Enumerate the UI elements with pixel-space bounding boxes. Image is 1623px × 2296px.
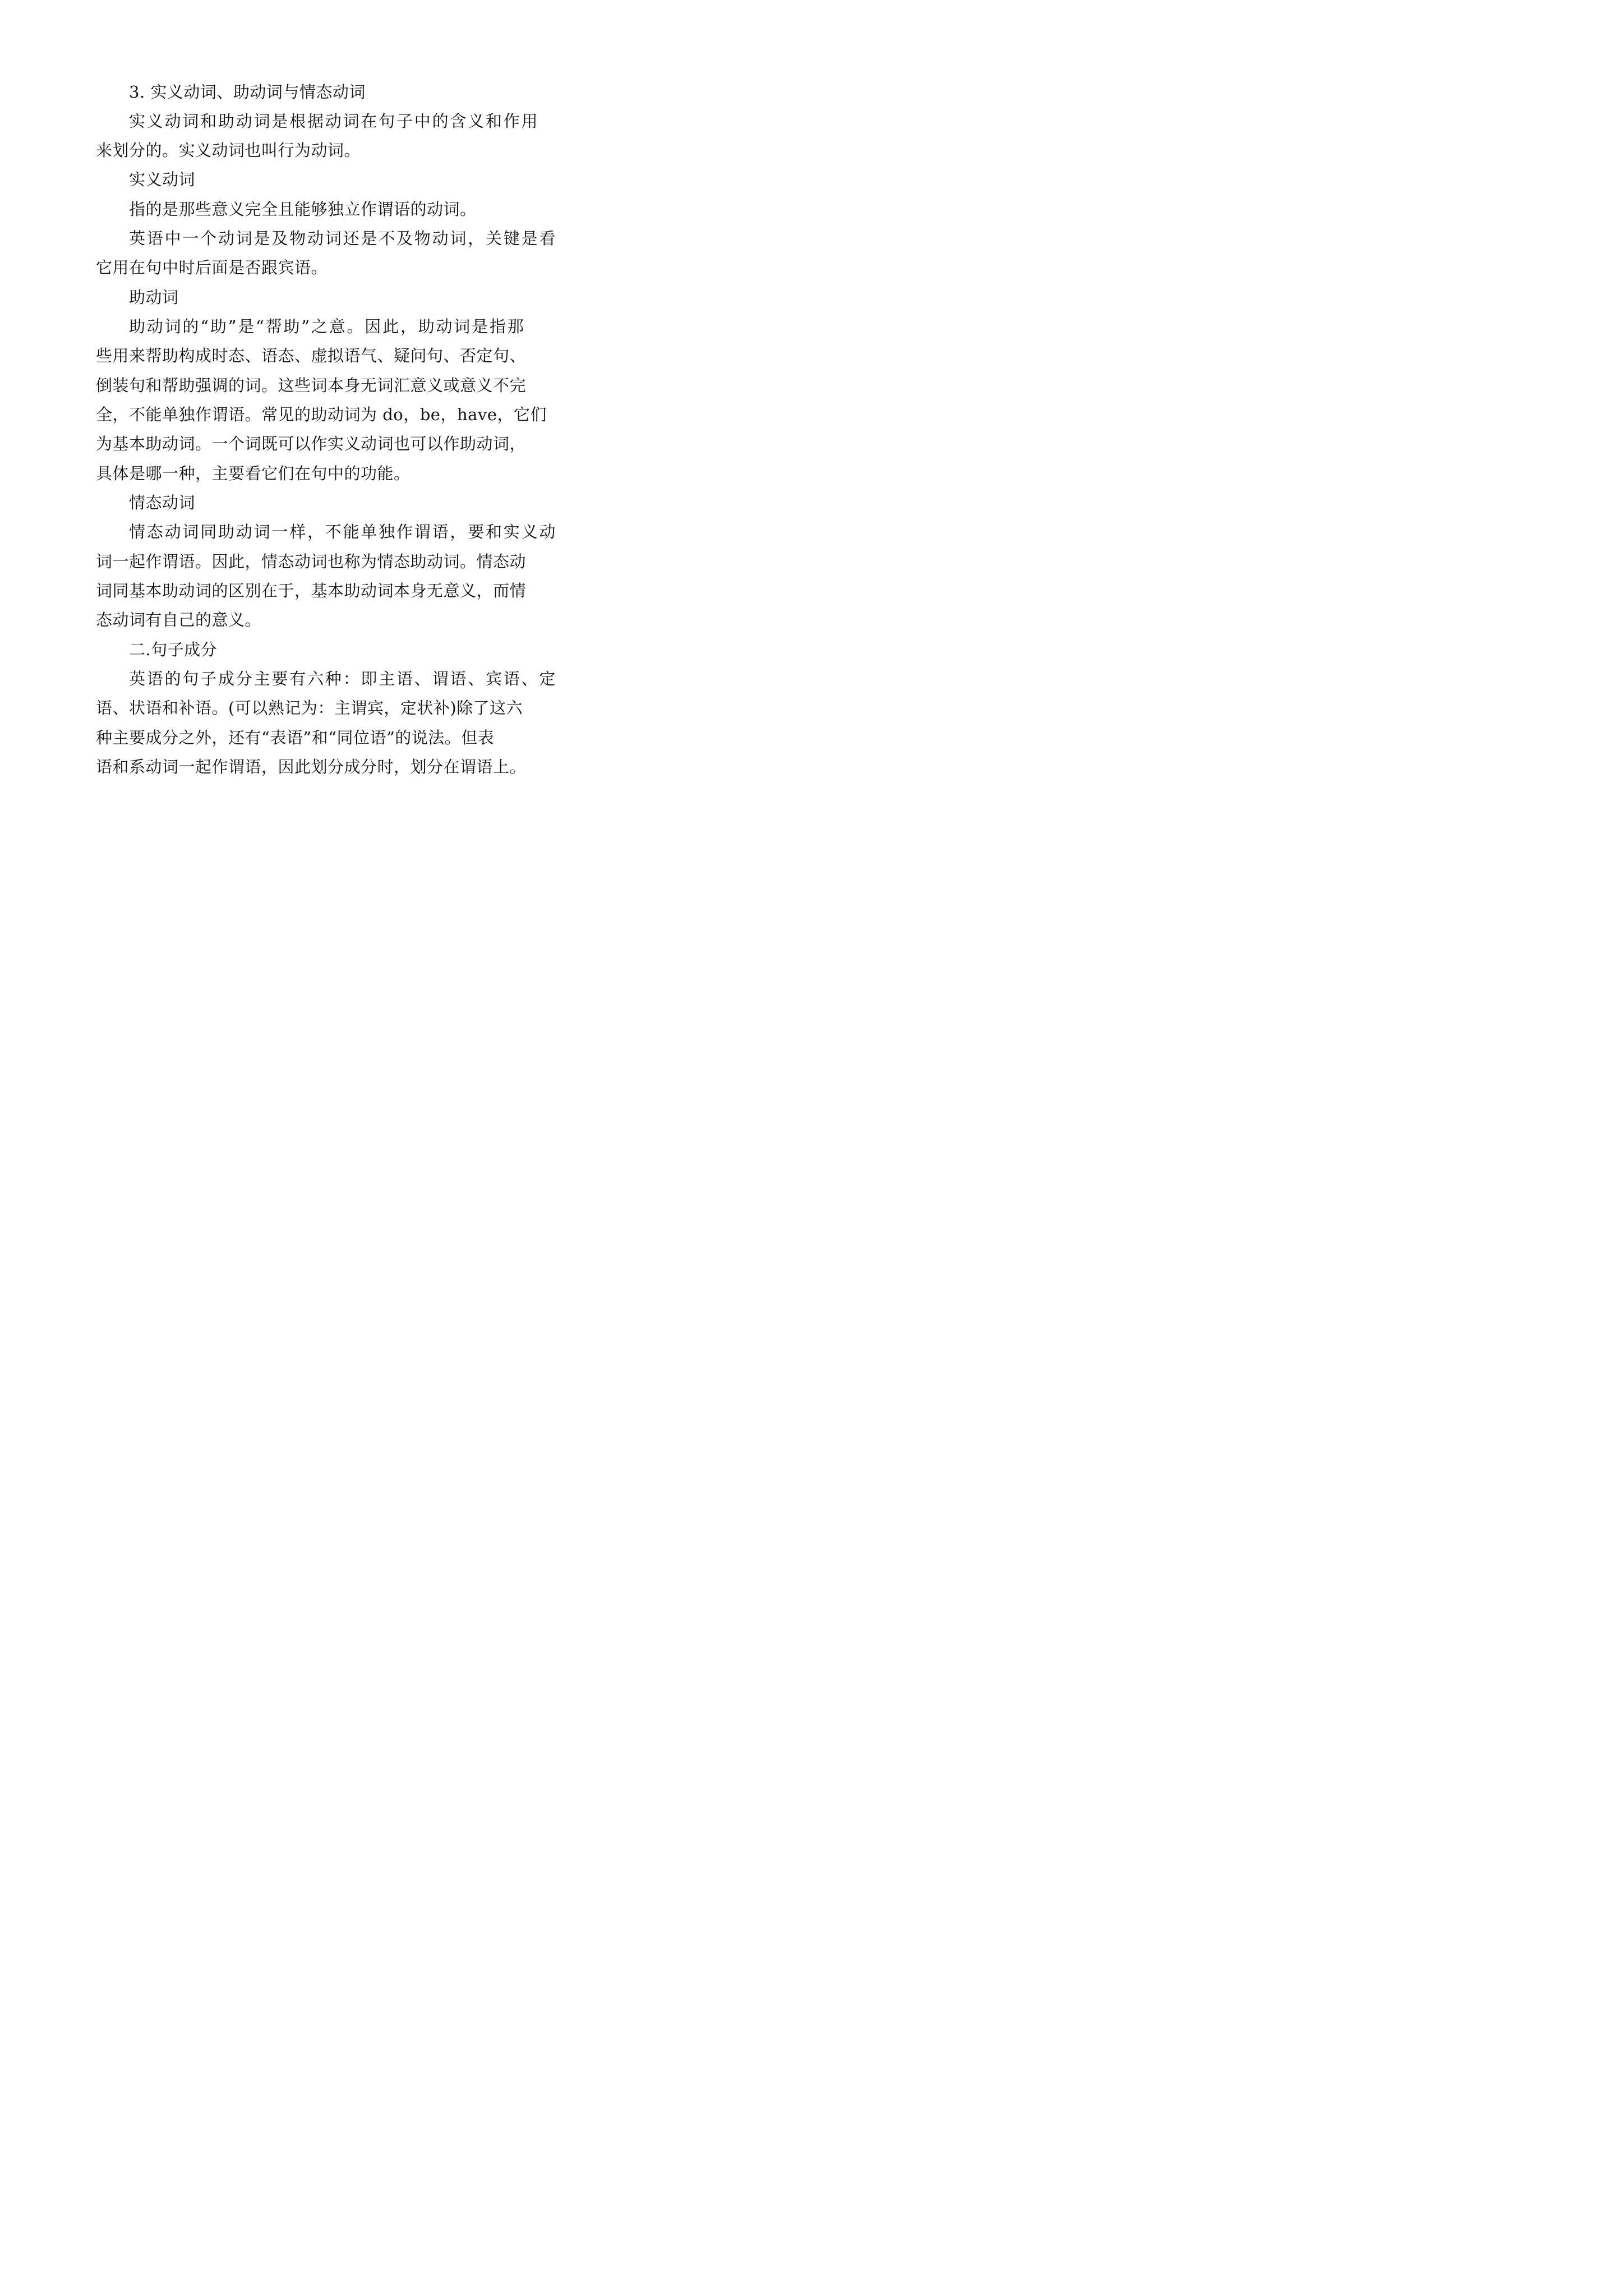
paragraph-line: 具体是哪一种，主要看它们在句中的功能。 — [96, 464, 411, 483]
paragraph-line: 英语中一个动词是及物动词还是不及物动词，关键是看 — [129, 229, 557, 248]
subheading-modal-verb: 情态动词 — [129, 493, 196, 512]
paragraph-line: 它用在句中时后面是否跟宾语。 — [96, 258, 328, 277]
paragraph-line: 倒装句和帮助强调的词。这些词本身无词汇意义或意义不完 — [96, 376, 527, 395]
paragraph-line: 语和系动词一起作谓语，因此划分成分时，划分在谓语上。 — [96, 757, 527, 776]
paragraph-line: 指的是那些意义完全且能够独立作谓语的动词。 — [129, 200, 477, 219]
paragraph-line: 全，不能单独作谓语。常见的助动词为 do，be，have，它们 — [96, 405, 547, 424]
paragraph-line: 情态动词同助动词一样，不能单独作谓语，要和实义动 — [129, 522, 557, 541]
paragraph-line: 英语的句子成分主要有六种：即主语、谓语、宾语、定 — [129, 669, 557, 688]
paragraph-line: 些用来帮助构成时态、语态、虚拟语气、疑问句、否定句、 — [96, 346, 527, 365]
paragraph-line: 态动词有自己的意义。 — [96, 610, 262, 629]
paragraph-line: 实义动词和助动词是根据动词在句子中的含义和作用 — [129, 112, 540, 131]
subheading-main-verb: 实义动词 — [129, 170, 196, 189]
paragraph-line: 词同基本助动词的区别在于，基本助动词本身无意义，而情 — [96, 581, 527, 600]
paragraph-line: 为基本助动词。一个词既可以作实义动词也可以作助动词， — [96, 434, 527, 453]
paragraph-line: 语、状语和补语。(可以熟记为：主谓宾，定状补)除了这六 — [96, 698, 523, 717]
section-heading-verb-types: 3. 实义动词、助动词与情态动词 — [129, 82, 366, 102]
document-page — [0, 0, 630, 891]
subheading-auxiliary-verb: 助动词 — [129, 288, 179, 307]
paragraph-line: 词一起作谓语。因此，情态动词也称为情态助动词。情态动 — [96, 552, 527, 571]
paragraph-line: 种主要成分之外，还有“表语”和“同位语”的说法。但表 — [96, 728, 495, 747]
section-heading-sentence-elements: 二.句子成分 — [129, 640, 218, 659]
paragraph-line: 来划分的。实义动词也叫行为动词。 — [96, 141, 361, 160]
paragraph-line: 助动词的“助”是“帮助”之意。因此，助动词是指那 — [129, 317, 525, 336]
